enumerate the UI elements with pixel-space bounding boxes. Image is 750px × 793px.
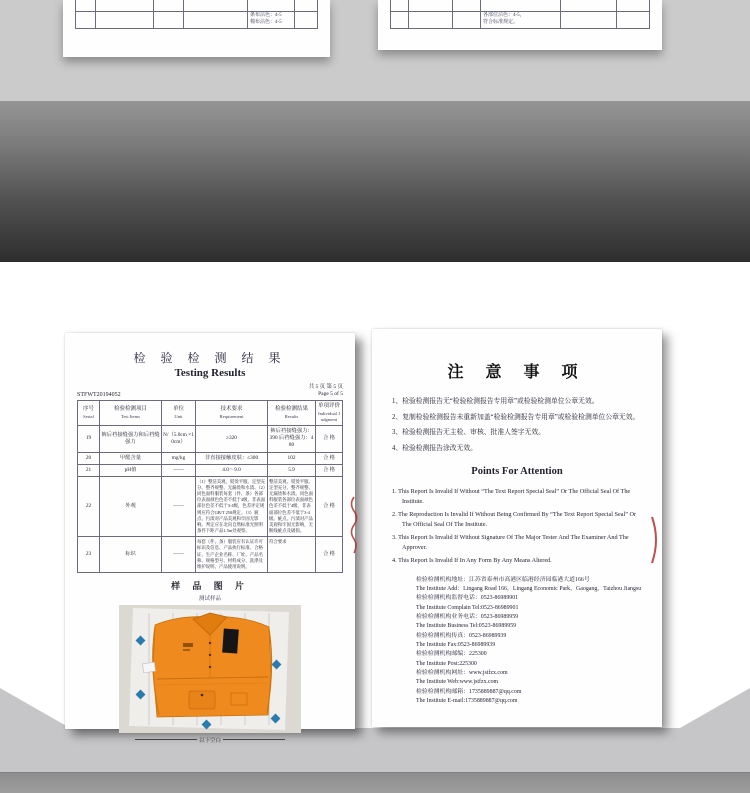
page-title-cn: 检 验 检 测 结 果 (133, 351, 287, 365)
fragment-result-cell (481, 12, 561, 29)
fragment-table-left (75, 0, 318, 29)
attention-item-cn: 3、检验检测报告无主检、审核、批准人签字无效。 (392, 429, 545, 437)
fragment-line: 条布沾色：4-5 (250, 13, 282, 18)
table-header-row (77, 401, 343, 426)
floor-front-edge (0, 772, 750, 793)
table-row (77, 426, 343, 452)
contact-line: The Institute Add：Lingang Road 166，Lingang Economic Park，Gaogang，Taizhou Jiangsu (416, 585, 642, 592)
fragment-line: 棉布沾色：4-5 (250, 19, 282, 25)
cell-result: 102 (268, 453, 316, 465)
attention-list-cn (392, 397, 642, 454)
column-header: 序号 Serial (78, 401, 100, 426)
cell-judgment: 合 格 (316, 465, 343, 477)
chest-logo (183, 643, 193, 647)
cell-serial: 22 (78, 477, 100, 537)
top-document-fragment-right (378, 0, 662, 50)
contact-line: The Institute Web:www.jstfzx.com (416, 679, 499, 686)
cell-result: 整洁美观、熨烫平服、定型充分、整齐规整、无漏烫和水渍。同色面料服装各部位表面颜色色差不低于4级，非表面部位色差不低于3-4级。疵点、污渍对产品美观和牢固无影响，无断线疵点及破损。 (268, 477, 316, 537)
cell-judgment: 合 格 (316, 453, 343, 465)
cell-judgment: 合 格 (316, 426, 343, 452)
sample-photos-subtitle: 测试样品 (198, 595, 221, 602)
red-arc-mark-icon (649, 515, 661, 565)
contact-line: The Institute Business Tel:0523-86989959 (416, 623, 517, 630)
results-table (77, 400, 343, 573)
table-rows-short (77, 426, 343, 477)
cell-serial: 21 (78, 465, 100, 477)
cell-item: 甲醛含量 (100, 453, 162, 465)
contact-line: 检验检测机构邮箱：1735889887@qq.com (416, 688, 522, 695)
column-header: 检验检测项目 Test Items (100, 401, 162, 426)
cell-item: 标识 (100, 537, 162, 573)
contact-line: The Institute E-mail:1735889887@qq.com (416, 697, 518, 704)
sample-jacket-photo (119, 605, 301, 733)
cell-requirement: 每套（件、条）服装应有认证许可标识及信息、产品执行标准、合格证、生产企业名称、厂址、产品名称、规格型号、材料成分、洗涤及维护说明、产品使用说明。 (196, 537, 268, 573)
table-row (77, 477, 343, 537)
cell-requirement: （1）整洁美观、熨烫平服、定型充分、整齐规整、无漏烫和水渍。（2）同色面料服装每套（件、条）各部位表面颜色色差不低于4级，非表面部位色差不低于3-4级，色差评定规则应符合GB/T 250规定。（3）疵点、污渍对产品美观和牢固无影响。判定应在北向自然标准光照明条件下距产品1.5m处观察。 (196, 477, 268, 537)
column-header: 检验检测结果 Results (268, 401, 316, 426)
sample-photo (77, 605, 343, 733)
cell-judgment: 合 格 (316, 477, 343, 537)
contact-line: 检验检测机构业务电话：0523-86989959 (416, 613, 519, 620)
top-document-fragment-left (63, 0, 330, 57)
points-for-attention-page (372, 329, 662, 727)
column-header: 技术要求 Requirement (196, 401, 268, 426)
page-counter-en: Page 5 of 5 (318, 391, 343, 398)
table-row (77, 537, 343, 573)
contact-line: The Institute Post:225300 (416, 660, 477, 667)
hang-tag (222, 629, 239, 654)
cell-requirement: ≥320 (196, 426, 268, 452)
attention-item-en: 3. This Report Is Invalid If Without Signature Of The Major Tester And The Examiner And The Approver. (392, 533, 629, 551)
page-counter (309, 384, 343, 398)
fragment-result-cell (248, 12, 295, 29)
attention-item-en: 2. The Reproduction Is Invalid If Without Being Confirmed By “The Text Report Special Seal” Or The Official Seal Of The Institute. (392, 510, 637, 528)
institute-contact-block (416, 576, 642, 707)
testing-results-page (65, 333, 355, 744)
cell-serial: 20 (78, 453, 100, 465)
fragment-table-right (390, 0, 650, 29)
column-header: 单位 Unit (162, 401, 196, 426)
cell-requirement: 非直接接触皮肤：≤300 (196, 453, 268, 465)
contact-line: The Institute Complain Tel:0523-86989901 (416, 604, 519, 611)
fragment-line: 符合标准规定。 (483, 19, 519, 25)
sample-photos-title: 样 品 图 片 (171, 580, 249, 591)
red-check-mark-icon (348, 496, 358, 554)
cell-unit: mg/kg (162, 453, 196, 465)
attention-title-en: Points For Attention (471, 466, 563, 478)
attention-item-cn: 1、检验检测报告无“检验检测报告专用章”或检验检测单位公章无效。 (392, 398, 599, 405)
cell-unit: N/（5.0cm ×10cm） (162, 426, 196, 452)
table-rows-long (77, 477, 343, 573)
page-title-en: Testing Results (174, 367, 246, 379)
page-counter-cn: 共 5 页 第 5 页 (308, 384, 343, 390)
attention-item-cn: 2、复制检验检测报告未重新加盖“检验检测报告专用章”或检验检测单位公章无效。 (392, 413, 640, 421)
attention-list-en (392, 487, 642, 565)
report-number: STFWT20194052 (77, 392, 121, 399)
report-meta (77, 384, 343, 398)
contact-line: 检验检测机构邮编：225300 (416, 651, 487, 658)
attention-item-cn: 4、检验检测报告涂改无效。 (392, 444, 477, 452)
cell-judgment: 合 格 (316, 537, 343, 573)
contact-line: 检验检测机构网址：www.jstfzx.com (416, 669, 508, 676)
cell-unit: —— (162, 537, 196, 573)
fragment-line: 各部位沾色：4-5， (483, 13, 525, 18)
column-header: 单项评价 Individual Judgment (316, 401, 343, 426)
attention-item-en: 1. This Report Is Invalid If Without “The Text Report Special Seal” Or The Official Seal Of The Institute. (392, 488, 631, 506)
attention-item-en: 4. This Report Is Invalid If In Any Form By Any Means Altered. (392, 556, 552, 564)
table-row (77, 465, 343, 477)
cell-item: pH值 (100, 465, 162, 477)
cell-requirement: 4.0～9.0 (196, 465, 268, 477)
cell-result: 符合要求 (268, 537, 316, 573)
attention-title-cn: 注 意 事 项 (447, 364, 587, 381)
cell-unit: —— (162, 477, 196, 537)
contact-line: 检验检测机构传真：0523-86989939 (416, 632, 507, 639)
table-row (77, 453, 343, 465)
cell-serial: 23 (78, 537, 100, 573)
side-label (143, 662, 156, 673)
cell-item: 外观 (100, 477, 162, 537)
contact-line: 检验检测机构地址：江苏省泰州市高港区临港经济园临港大道166号 (416, 576, 590, 583)
contact-line: The Institute Fax:0523-86989939 (416, 641, 496, 648)
contact-line: 检验检测机构监督电话：0523-86989901 (416, 595, 519, 602)
cell-result: 裤后裆接缝强力：390 后裆缝强力：480 (268, 426, 316, 452)
cell-unit: —— (162, 465, 196, 477)
cell-result: 5.9 (268, 465, 316, 477)
blank-below-caption: 以下空白 (77, 736, 343, 744)
orange-jacket (143, 613, 272, 717)
cell-serial: 19 (78, 426, 100, 452)
dark-gradient-band (0, 101, 750, 262)
cell-item: 裤后裆接缝强力和后裆缝强力 (100, 426, 162, 452)
